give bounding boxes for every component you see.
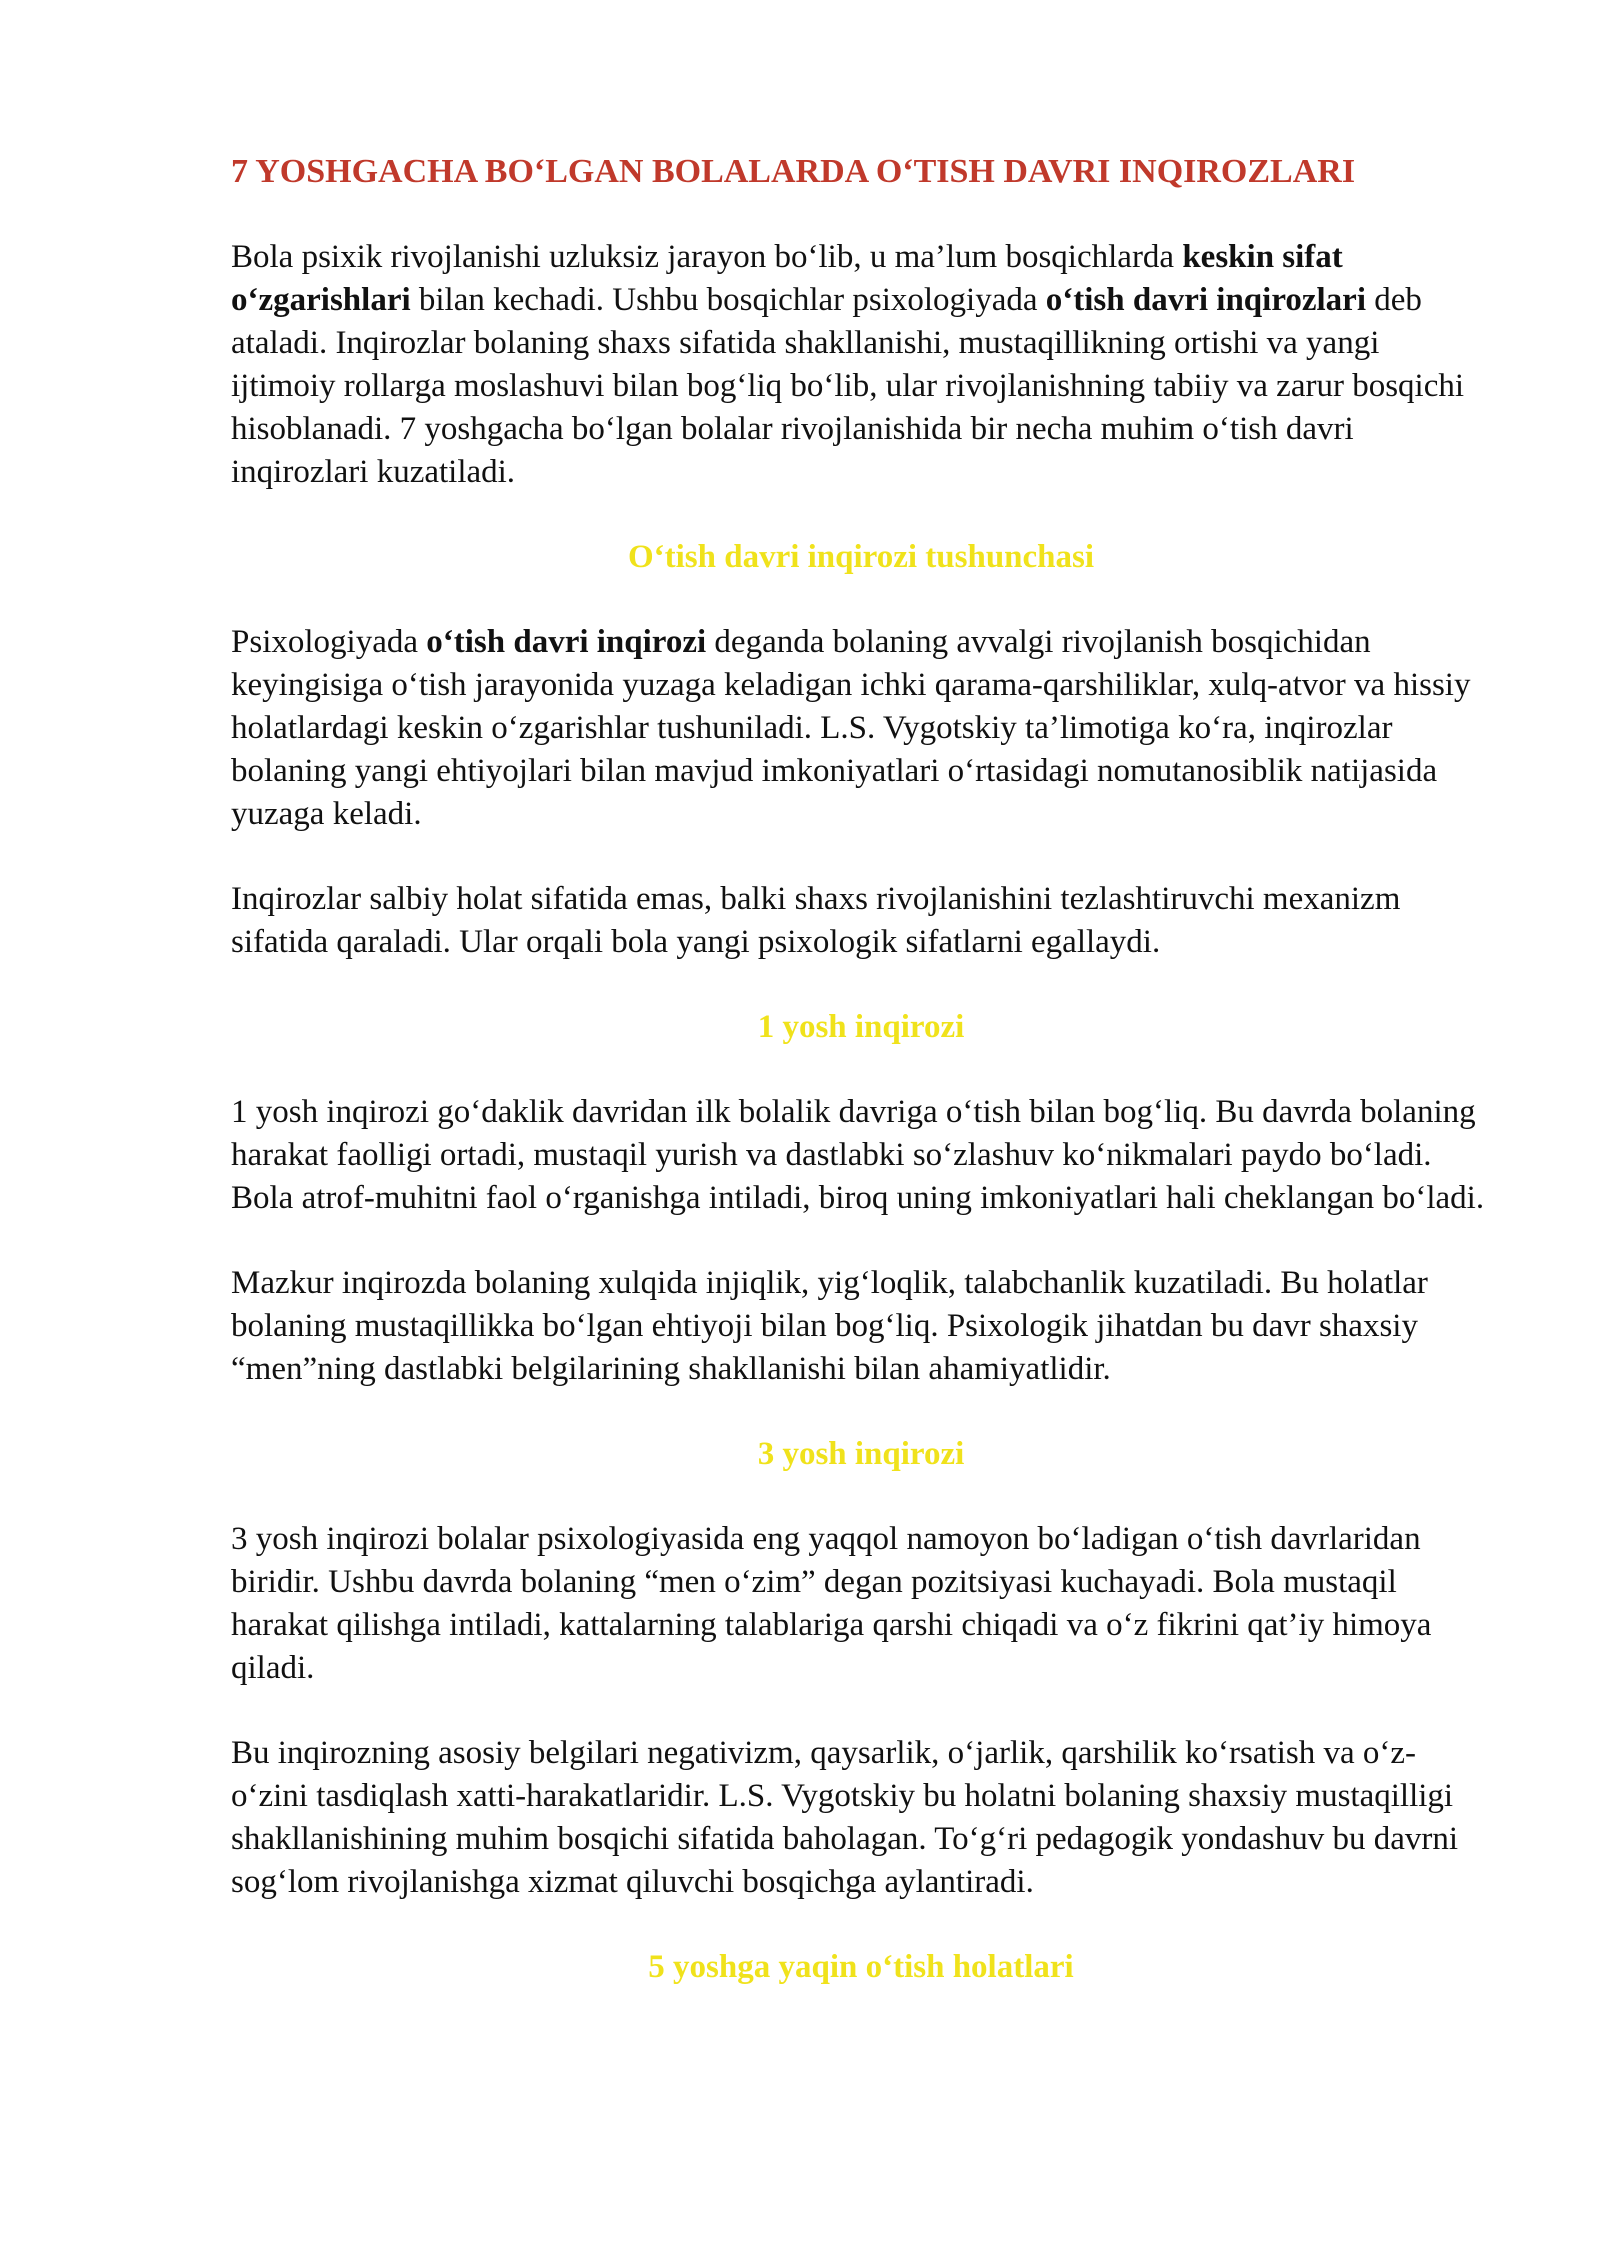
- crisis-concept-bold: o‘tish davri inqirozi: [426, 624, 707, 660]
- age-3-paragraph-2: Bu inqirozning asosiy belgilari negativizm, qaysarlik, o‘jarlik, qarshilik ko‘rsatish va o‘z-o‘zini tasdiqlash xatti-harakatlaridir. L.S. Vygotskiy bu holatni bolaning shaxsiy mustaqilligi shakllanishining muhim bosqichi sifatida baholagan. To‘g‘ri pedagogik yondashuv bu davrni sog‘lom rivojlanishga xizmat qiluvchi bosqichga aylantiradi.: [231, 1735, 1459, 1900]
- document-page: [231, 150, 1491, 2031]
- intro-paragraph: [231, 236, 1491, 494]
- age-1-paragraph-2: Mazkur inqirozda bolaning xulqida injiqlik, yig‘loqlik, talabchanlik kuzatiladi. Bu holatlar bolaning mustaqillikka bo‘lgan ehtiyoji bilan bog‘liq. Psixologik jihatdan bu davr shaxsiy “men”ning dastlabki belgilarining shakllanishi bilan ahamiyatlidir.: [231, 1265, 1428, 1387]
- intro-text-3: deb ataladi. Inqirozlar bolaning shaxs sifatida shakllanishi, mustaqillikning ortishi va yangi ijtimoiy rollarga moslashuvi bilan bog‘liq bo‘lib, ular rivojlanishning tabiiy va zarur bosqichi hisoblanadi. 7 yoshgacha bo‘lgan bolalar rivojlanishida bir necha muhim o‘tish davri inqirozlari kuzatiladi.: [231, 282, 1465, 490]
- crisis-concept-paragraph-1: [231, 621, 1491, 836]
- section-heading-age-1: 1 yosh inqirozi: [757, 1009, 965, 1045]
- section-heading-crisis-concept: O‘tish davri inqirozi tushunchasi: [627, 539, 1095, 575]
- intro-bold-1: keskin sifat o‘zgarishlari: [231, 239, 1343, 318]
- document-title: 7 YOSHGACHA BO‘LGAN BOLALARDA O‘TISH DAVRI INQIROZLARI: [231, 153, 1356, 190]
- age-1-paragraph-1: 1 yosh inqirozi go‘daklik davridan ilk bolalik davriga o‘tish bilan bog‘liq. Bu davrda bolaning harakat faolligi ortadi, mustaqil yurish va dastlabki so‘zlashuv ko‘nikmalari paydo bo‘ladi. Bola atrof-muhitni faol o‘rganishga intiladi, biroq uning imkoniyatlari hali cheklangan bo‘ladi.: [231, 1094, 1485, 1216]
- crisis-concept-text-1: Psixologiyada: [231, 624, 427, 660]
- crisis-concept-text-2: deganda bolaning avvalgi rivojlanish bosqichidan keyingisiga o‘tish jarayonida yuzaga keladigan ichki qarama-qarshiliklar, xulq-atvor va hissiy holatlardagi keskin o‘zgarishlar tushuniladi. L.S. Vygotskiy ta’limotiga ko‘ra, inqirozlar bolaning yangi ehtiyojlari bilan mavjud imkoniyatlari o‘rtasidagi nomutanosiblik natijasida yuzaga keladi.: [231, 624, 1471, 832]
- intro-bold-2: o‘tish davri inqirozlari: [1045, 282, 1367, 318]
- section-heading-age-5: 5 yoshga yaqin o‘tish holatlari: [648, 1949, 1074, 1985]
- section-heading-age-3: 3 yosh inqirozi: [757, 1436, 965, 1472]
- age-3-paragraph-1: 3 yosh inqirozi bolalar psixologiyasida eng yaqqol namoyon bo‘ladigan o‘tish davrlaridan biridir. Ushbu davrda bolaning “men o‘zim” degan pozitsiyasi kuchayadi. Bola mustaqil harakat qilishga intiladi, kattalarning talablariga qarshi chiqadi va o‘z fikrini qat’iy himoya qiladi.: [231, 1521, 1432, 1686]
- intro-text-2: bilan kechadi. Ushbu bosqichlar psixologiyada: [410, 282, 1046, 318]
- intro-text-1: Bola psixik rivojlanishi uzluksiz jarayon bo‘lib, u ma’lum bosqichlarda: [231, 239, 1183, 275]
- crisis-concept-paragraph-2: Inqirozlar salbiy holat sifatida emas, balki shaxs rivojlanishini tezlashtiruvchi mexanizm sifatida qaraladi. Ular orqali bola yangi psixologik sifatlarni egallaydi.: [231, 881, 1401, 960]
